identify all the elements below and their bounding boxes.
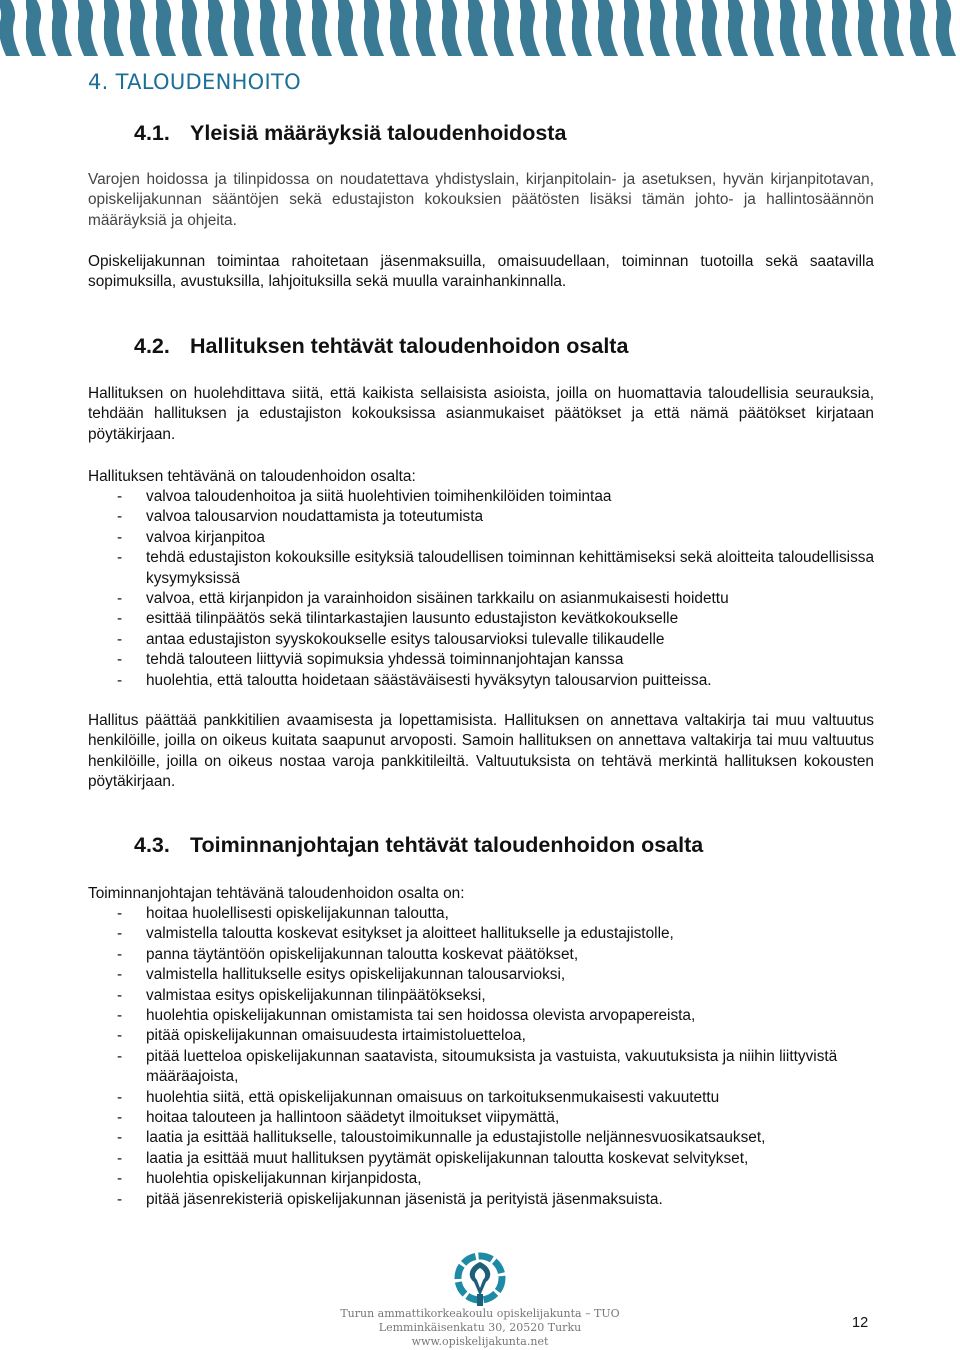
- decorative-header-band: [0, 0, 960, 56]
- list-item-text: huolehtia, että taloutta hoidetaan säästäväisesti hyväksytyn talousarvion puitteissa.: [146, 671, 712, 689]
- list-item: [88, 671, 878, 691]
- list-item-text: valvoa, että kirjanpidon ja varainhoidon sisäinen tarkkailu on asianmukaisesti hoidettu: [146, 590, 729, 608]
- list-dash: -: [117, 1047, 123, 1065]
- section-title: Toiminnanjohtajan tehtävät taloudenhoidon osalta: [190, 833, 704, 857]
- list-dash: -: [117, 630, 123, 648]
- section-heading-4-3: [134, 833, 703, 858]
- section-heading-4-1: [134, 121, 566, 146]
- director-tasks-list: [88, 904, 878, 1210]
- list-item: [88, 924, 878, 944]
- list-item: [88, 609, 878, 629]
- section-title: Hallituksen tehtävät taloudenhoidon osalta: [190, 334, 629, 358]
- list-item: [88, 945, 878, 965]
- page-number: 12: [852, 1315, 869, 1331]
- list-dash: -: [117, 610, 123, 628]
- section-number: 4.1.: [134, 121, 170, 145]
- list-item: [88, 589, 878, 609]
- list-dash: -: [117, 966, 123, 984]
- footer-organization-name: Turun ammattikorkeakoulu opiskelijakunta – TUO: [340, 1307, 620, 1320]
- list-item: [88, 528, 878, 548]
- list-dash: -: [117, 671, 123, 689]
- list-dash: -: [117, 905, 123, 922]
- list-item-text: valmistella hallitukselle esitys opiskelijakunnan talousarvioksi,: [146, 966, 566, 984]
- list-item: [88, 1169, 878, 1189]
- list-item-text: valmistella taloutta koskevat esitykset ja aloitteet hallitukselle ja edustajistolle,: [146, 925, 674, 943]
- list-dash: -: [117, 1007, 123, 1025]
- list-item: [88, 548, 878, 589]
- list-dash: -: [117, 508, 123, 526]
- list-item: [88, 965, 878, 985]
- section-number: 4.3.: [134, 833, 170, 857]
- list-item-text: hoitaa talouteen ja hallintoon säädetyt ilmoitukset viipymättä,: [146, 1109, 560, 1127]
- list-dash: -: [117, 1149, 123, 1167]
- paragraph-funding: Opiskelijakunnan toimintaa rahoitetaan jäsenmaksuilla, omaisuudellaan, toiminnan tuotoilla sekä saatavilla sopimuksilla, avustuksilla, lahjoituksilla sekä muulla varainhankinnalla.: [88, 253, 874, 291]
- footer-website: www.opiskelijakunta.net: [411, 1335, 549, 1348]
- footer-address: Lemminkäisenkatu 30, 20520 Turku: [378, 1321, 582, 1334]
- list-dash: -: [117, 528, 123, 546]
- list-item-text: valvoa kirjanpitoa: [146, 528, 265, 546]
- chapter-title: 4. TALOUDENHOITO: [88, 70, 301, 94]
- list-item-text: pitää opiskelijakunnan omaisuudesta irtaimistoluetteloa,: [146, 1027, 526, 1045]
- list-item: [88, 1128, 878, 1148]
- list-item: [88, 1026, 878, 1046]
- list-item-text: hoitaa huolellisesti opiskelijakunnan taloutta,: [146, 905, 449, 922]
- list-item-text: huolehtia opiskelijakunnan kirjanpidosta,: [146, 1170, 422, 1188]
- list-dash: -: [117, 1088, 123, 1106]
- list-dash: -: [117, 488, 123, 505]
- list-item-text: valmistaa esitys opiskelijakunnan tilinpäätökseksi,: [146, 986, 486, 1004]
- list-dash: -: [117, 1170, 123, 1188]
- list-item-text: pitää jäsenrekisteriä opiskelijakunnan jäsenistä ja perityistä jäsenmaksuista.: [146, 1190, 663, 1208]
- section-number: 4.2.: [134, 334, 170, 358]
- list-dash: -: [117, 651, 123, 669]
- list-item-text: tehdä talouteen liittyviä sopimuksia yhdessä toiminnanjohtajan kanssa: [146, 651, 624, 669]
- list-item: [88, 1190, 878, 1210]
- list-dash: -: [117, 1027, 123, 1045]
- list-item: [88, 507, 878, 527]
- list-item: [88, 1047, 878, 1088]
- list-item: [88, 630, 878, 650]
- list-item-text: antaa edustajiston syyskokoukselle esitys talousarvioksi tulevalle tilikaudelle: [146, 630, 665, 648]
- director-tasks-intro: Toiminnanjohtajan tehtävänä taloudenhoidon osalta on:: [88, 885, 465, 902]
- list-item: [88, 1149, 878, 1169]
- list-dash: -: [117, 925, 123, 943]
- list-item-text: huolehtia siitä, että opiskelijakunnan omaisuus on tarkoituksenmukaisesti vakuutettu: [146, 1088, 720, 1106]
- list-item: [88, 904, 878, 924]
- paragraph-regulations: Varojen hoidossa ja tilinpidossa on noudatettava yhdistyslain, kirjanpitolain- ja asetuksen, hyvän kirjanpitotavan, opiskelijakunnan sääntöjen sekä edustajiston kokouksien päätösten lisäksi tämän johto- ja hallintosäännön määräyksiä ja ohjeita.: [88, 171, 874, 229]
- paragraph-board-duty: Hallituksen on huolehdittava siitä, että kaikista sellaisista asioista, joilla on huomattavia taloudellisia seurauksia, tehdään hallituksen ja edustajiston kokouksissa asianmukaiset päätökset ja että nämä päätökset kirjataan pöytäkirjaan.: [88, 385, 874, 443]
- list-item-text: panna täytäntöön opiskelijakunnan taloutta koskevat päätökset,: [146, 945, 579, 963]
- list-item-text: valvoa talousarvion noudattamista ja toteutumista: [146, 508, 484, 526]
- list-item-text: tehdä edustajiston kokouksille esityksiä taloudellisen toiminnan kehittämiseksi sekä aloitteita taloudellisissa kysymyksissä: [146, 549, 875, 587]
- list-dash: -: [117, 1190, 123, 1208]
- list-item-text: pitää luetteloa opiskelijakunnan saatavista, sitoumuksista ja vastuista, vakuutuksista ja niihin liittyvistä määräajoista,: [146, 1047, 838, 1086]
- paragraph-bank-accounts: Hallitus päättää pankkitilien avaamisesta ja lopettamisista. Hallituksen on annettava valtakirja tai muu valtuutus henkilöille, joilla on oikeus kuitata saapunut arvoposti. Samoin hallituksen on annettava valtakirja tai muu valtuutus henkilöille, joilla on oikeus nostaa varoja pankkitileiltä. Valtuutuksista on tehtävä merkintä hallituksen kokousten pöytäkirjaan.: [88, 712, 874, 791]
- list-dash: -: [117, 549, 123, 567]
- list-item: [88, 986, 878, 1006]
- list-item-text: laatia ja esittää muut hallituksen pyytämät opiskelijakunnan taloutta koskevat selvitykset,: [146, 1149, 749, 1167]
- list-dash: -: [117, 1109, 123, 1127]
- board-tasks-intro: Hallituksen tehtävänä on taloudenhoidon osalta:: [88, 468, 416, 485]
- list-item: [88, 487, 878, 507]
- section-title: Yleisiä määräyksiä taloudenhoidosta: [190, 121, 567, 145]
- list-item-text: laatia ja esittää hallitukselle, taloustoimikunnalle ja edustajistolle neljännesvuosikatsaukset,: [146, 1129, 766, 1147]
- list-item: [88, 650, 878, 670]
- list-item-text: esittää tilinpäätös sekä tilintarkastajien lausunto edustajiston kevätkokoukselle: [146, 610, 679, 628]
- section-heading-4-2: [134, 334, 628, 359]
- list-dash: -: [117, 986, 123, 1004]
- list-item: [88, 1006, 878, 1026]
- list-dash: -: [117, 1129, 123, 1147]
- list-item: [88, 1088, 878, 1108]
- organization-logo: [444, 1250, 516, 1310]
- list-item: [88, 1108, 878, 1128]
- list-dash: -: [117, 945, 123, 963]
- list-item-text: valvoa taloudenhoitoa ja siitä huolehtivien toimihenkilöiden toimintaa: [146, 488, 612, 505]
- list-item-text: huolehtia opiskelijakunnan omistamista tai sen hoidossa olevista arvopapereista,: [146, 1007, 696, 1025]
- list-dash: -: [117, 590, 123, 608]
- board-tasks-list: [88, 487, 878, 691]
